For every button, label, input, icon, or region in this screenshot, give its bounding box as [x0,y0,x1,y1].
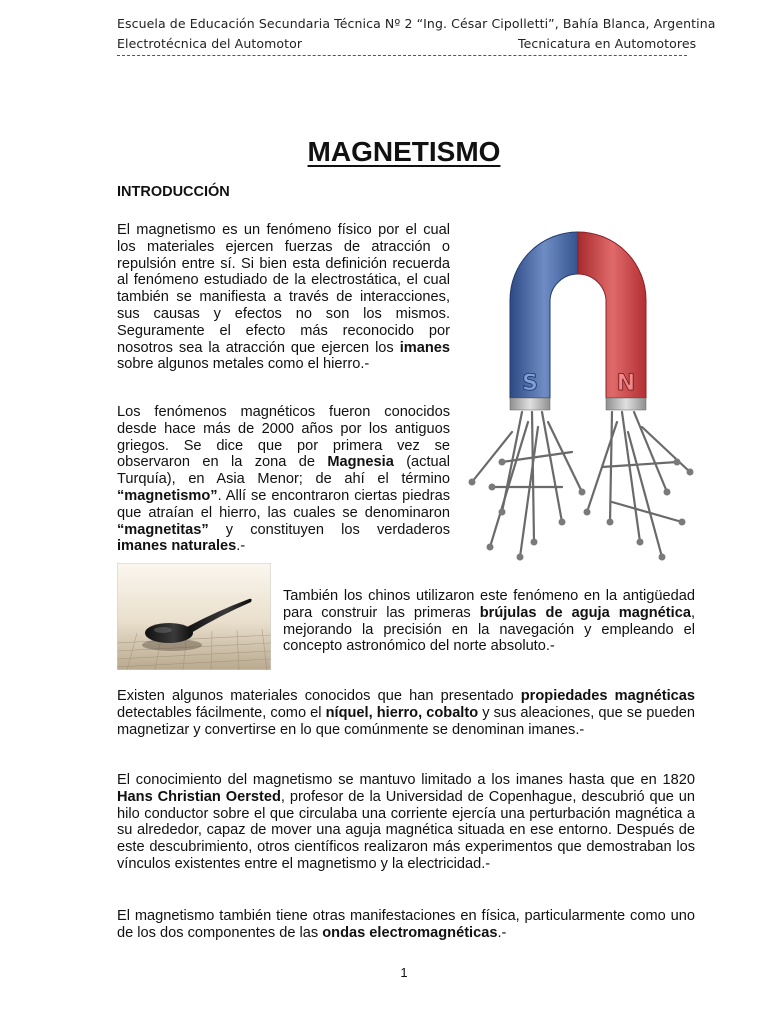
paragraph-5: El conocimiento del magnetismo se mantuvo limitado a los imanes hasta que en 1820 Hans Christian Oersted, profesor de la Universidad de Copenhague, descubrió que un hilo conductor sobre el que circulaba una corriente ejercía una perturbación magnética a su alrededor, capaz de mover una aguja magnética situada en ese entorno. Después de este descubrimiento, otros científicos realizaron más experimentos que demostraban los vínculos existentes entre el magnetismo y la electricidad.- [117,772,696,872]
south-pole-label: S [522,371,538,396]
paragraph-2: Los fenómenos magnéticos fueron conocidos desde hace más de 2000 años por los antiguos griegos. Se dice que por primera vez se observaron en la zona de Magnesia (actual Turquía), en Asia Menor; de ahí el término “magnetismo”. Allí se encontraron ciertas piedras que atraían el hierro, las cuales se denominaron “magnetitas” y constituyen los verdaderos imanes naturales.- [117,404,450,555]
header-subject: Electrotécnica del Automotor [117,36,303,51]
spoon-compass-photo [117,563,271,670]
paragraph-6: El magnetismo también tiene otras manifestaciones en física, particularmente como uno de los dos componentes de las ondas electromagnéticas.- [117,908,695,941]
header-school: Escuela de Educación Secundaria Técnica Nº 2 “Ing. César Cipolletti”, Bahía Blanca, Argentina [117,16,716,31]
page-title: MAGNETISMO [307,136,501,167]
paragraph-3: También los chinos utilizaron este fenómeno en la antigüedad para construir las primeras brújulas de aguja magnética, mejorando la precisión en la navegación y empleando el concepto astronómico del norte absoluto.- [283,588,695,655]
horseshoe-magnet-illustration [462,222,694,562]
page-number: 1 [400,965,408,980]
header-program: Tecnicatura en Automotores [518,36,697,51]
paragraph-4: Existen algunos materiales conocidos que han presentado propiedades magnéticas detectables fácilmente, como el níquel, hierro, cobalto y sus aleaciones, que se pueden magnetizar y convertirse en lo que comúnmente se denominan imanes.- [117,688,695,738]
header-separator [117,55,687,56]
paragraph-1: El magnetismo es un fenómeno físico por el cual los materiales ejercen fuerzas de atracción o repulsión entre sí. Si bien esta definición recuerda al fenómeno estudiado de la electrostática, el cual también se manifiesta a través de interacciones, sus causas y efectos no son los mismos. Seguramente el efecto más reconocido por nosotros sea la atracción que ejercen los imanes sobre algunos metales como el hierro.- [117,222,450,373]
nails-cluster [472,412,690,557]
section-heading: INTRODUCCIÓN [117,184,230,200]
north-pole-label: N [616,371,636,396]
